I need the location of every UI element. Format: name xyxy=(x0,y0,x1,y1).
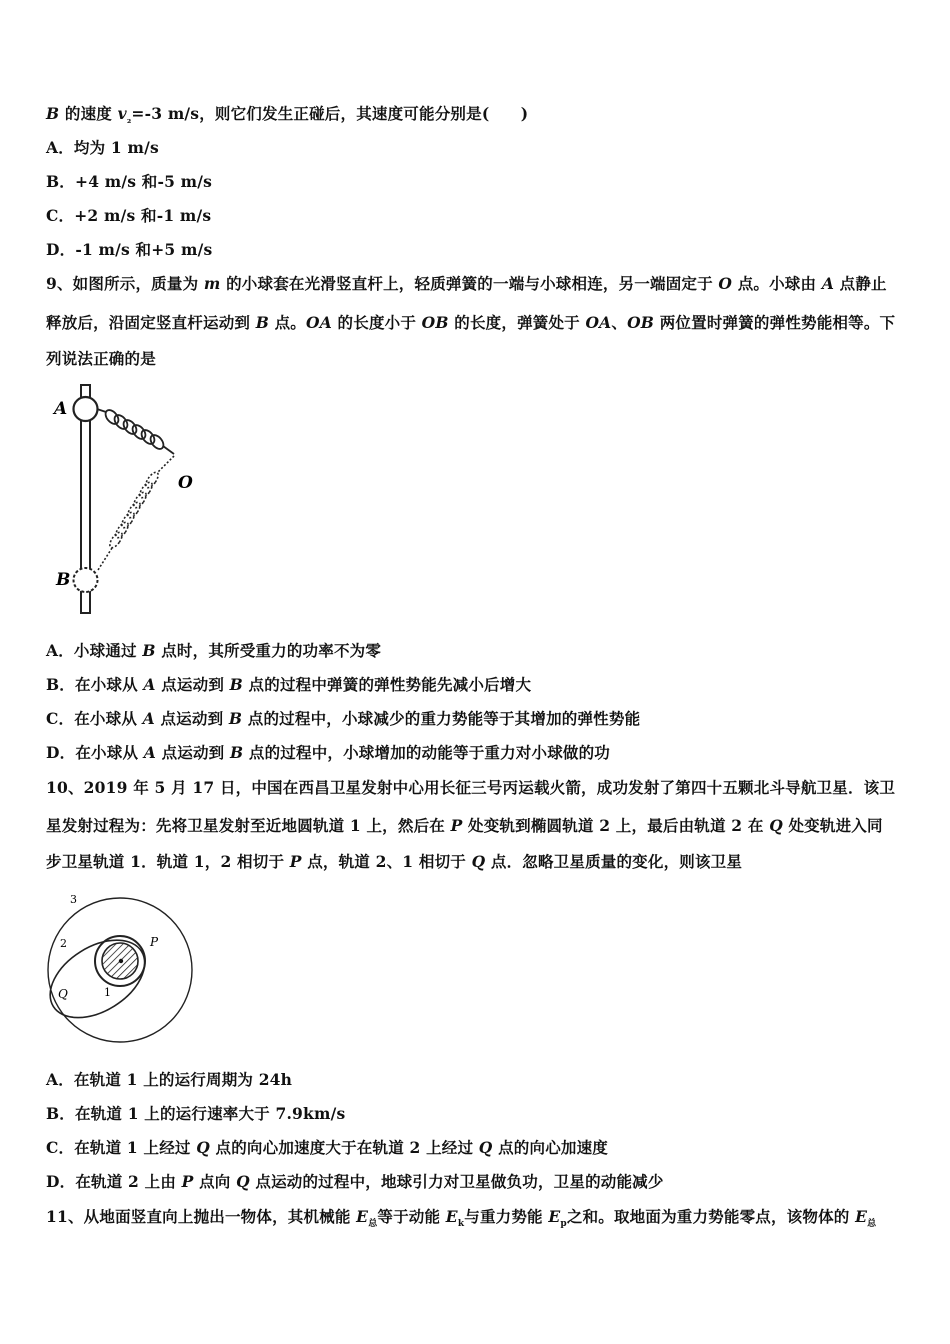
q9-stem-line1: 9、如图所示，质量为 m 的小球套在光滑竖直杆上，轻质弹簧的一端与小球相连，另一端固定于 O 点。小球由 A 点静止 xyxy=(46,274,887,293)
label-orbit-2: 2 xyxy=(60,937,67,950)
q8-option-a[interactable]: A．均为 1 m/s xyxy=(46,138,159,157)
q9-stem-line2: 释放后，沿固定竖直杆运动到 B 点。OA 的长度小于 OB 的长度，弹簧处于 OA、OB 两位置时弹簧的弹性势能相等。下 xyxy=(46,313,896,332)
q8-stem-end: B 的速度 $v_{_2}=-3$ m/s，则它们发生正碰后，其速度可能分别是( ) xyxy=(46,104,529,127)
q10-orbit-figure xyxy=(44,888,204,1048)
q10-stem-line1: 10、2019 年 5 月 17 日，中国在西昌卫星发射中心用长征三号丙运载火箭，成功发射了第四十五颗北斗导航卫星．该卫 xyxy=(46,778,896,797)
q9-option-b[interactable]: B．在小球从 A 点运动到 B 点的过程中弹簧的弹性势能先减小后增大 xyxy=(46,675,532,694)
q10-option-c[interactable]: C．在轨道 1 上经过 Q 点的向心加速度大于在轨道 2 上经过 Q 点的向心加速度 xyxy=(46,1138,608,1157)
label-q: Q xyxy=(58,987,68,1001)
spring-dashed xyxy=(98,456,174,570)
label-b: B xyxy=(56,570,71,590)
q10-stem-line3: 步卫星轨道 1．轨道 1，2 相切于 P 点，轨道 2、1 相切于 Q 点．忽略卫星质量的变化，则该卫星 xyxy=(46,852,743,871)
q10-option-d[interactable]: D．在轨道 2 上由 P 点向 Q 点运动的过程中，地球引力对卫星做负功，卫星的动能减少 xyxy=(46,1172,664,1191)
q10-stem-line2: 星发射过程为：先将卫星发射至近地圆轨道 1 上，然后在 P 处变轨到椭圆轨道 2 上，最后由轨道 2 在 Q 处变轨进入同 xyxy=(46,816,883,835)
label-p: P xyxy=(150,935,159,949)
earth-center xyxy=(119,959,123,963)
q8-option-c[interactable]: C．+2 m/s 和-1 m/s xyxy=(46,206,212,225)
q10-option-b[interactable]: B．在轨道 1 上的运行速率大于 7.9km/s xyxy=(46,1104,346,1123)
label-orbit-1: 1 xyxy=(104,986,111,999)
q9-option-a[interactable]: A．小球通过 B 点时，其所受重力的功率不为零 xyxy=(46,641,382,660)
ball-b xyxy=(74,568,98,592)
ball-a xyxy=(74,397,98,421)
spring-solid xyxy=(97,408,174,454)
q9-spring-figure xyxy=(46,380,206,620)
q9-option-c[interactable]: C．在小球从 A 点运动到 B 点的过程中，小球减少的重力势能等于其增加的弹性势能 xyxy=(46,709,641,728)
q11-stem: 11、从地面竖直向上抛出一物体，其机械能 $E_总$等于动能 $E_k$与重力势能 $E_p$之和。取地面为重力势能零点，该物体的 $E_总$ xyxy=(46,1207,877,1230)
label-orbit-3: 3 xyxy=(70,893,77,906)
q9-option-d[interactable]: D．在小球从 A 点运动到 B 点的过程中，小球增加的动能等于重力对小球做的功 xyxy=(46,743,610,762)
q8-option-d[interactable]: D．-1 m/s 和+5 m/s xyxy=(46,240,213,259)
q8-option-b[interactable]: B．+4 m/s 和-5 m/s xyxy=(46,172,213,191)
q9-stem-line3: 列说法正确的是 xyxy=(46,349,156,368)
label-o: O xyxy=(178,473,193,493)
q10-option-a[interactable]: A．在轨道 1 上的运行周期为 24h xyxy=(46,1070,293,1089)
label-a: A xyxy=(54,399,68,419)
